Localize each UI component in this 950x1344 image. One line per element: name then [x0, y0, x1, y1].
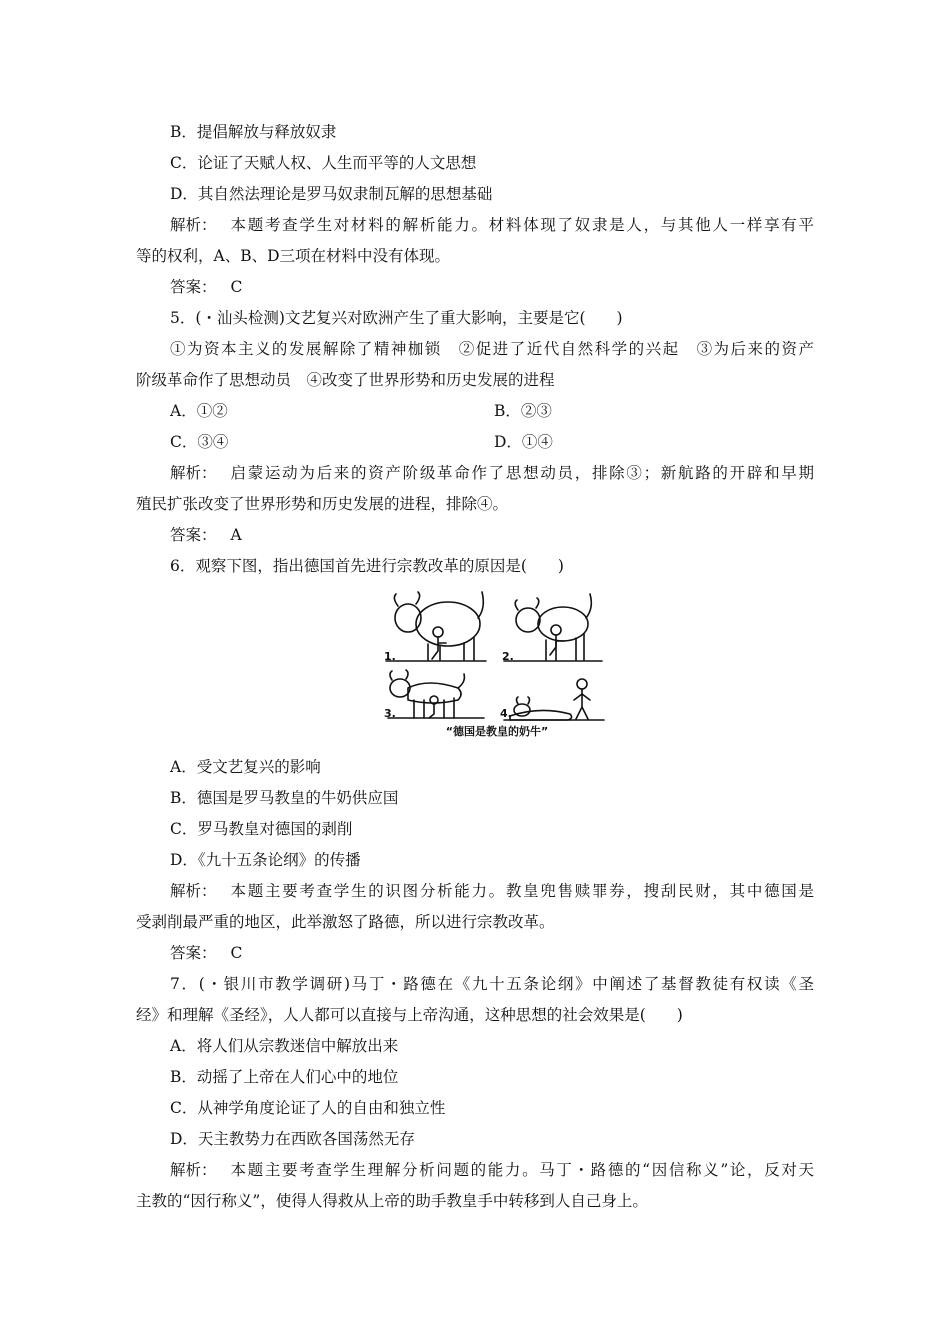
- analysis-text: 本题主要考查学生的识图分析能力。教皇兜售赎罪券，搜刮民财，其中德国是: [230, 882, 814, 900]
- q7-stem-cont: 经》和理解《圣经》，人人都可以直接与上帝沟通，这种思想的社会效果是( ): [136, 1006, 683, 1024]
- analysis-label: 解析：: [170, 882, 217, 900]
- analysis-text: 本题主要考查学生理解分析问题的能力。马丁・路德的“因信称义”论，反对天: [230, 1161, 814, 1179]
- analysis-label: 解析：: [170, 464, 217, 482]
- q6-option-d: D．《九十五条论纲》的传播: [170, 851, 361, 869]
- q6-option-a: A．受文艺复兴的影响: [170, 758, 321, 776]
- q7-option-a: A．将人们从宗教迷信中解放出来: [170, 1037, 399, 1055]
- panel-4-label: 4.: [500, 707, 512, 720]
- q4-option-b: B．提倡解放与释放奴隶: [170, 123, 337, 141]
- answer-value: C: [230, 278, 243, 296]
- q6-answer: [170, 943, 242, 963]
- analysis-text: 启蒙运动为后来的资产阶级革命作了思想动员，排除③；新航路的开辟和早期: [230, 464, 814, 482]
- q4-option-d: D．其自然法理论是罗马奴隶制瓦解的思想基础: [170, 185, 493, 203]
- q5-items: ①为资本主义的发展解除了精神枷锁 ②促进了近代自然科学的兴起 ③为后来的资产: [170, 340, 814, 358]
- q6-analysis: [170, 881, 814, 901]
- q5-option-c: C．③④: [170, 433, 229, 451]
- panel-4-cow-illustration: [504, 679, 604, 720]
- q7-option-c: C．从神学角度论证了人的自由和独立性: [170, 1099, 446, 1117]
- panel-3-cow-illustration: [388, 670, 484, 718]
- answer-value: A: [230, 526, 242, 544]
- q6-analysis-cont: 受剥削最严重的地区，此举激怒了路德，所以进行宗教改革。: [136, 913, 555, 931]
- cartoon-figure: [378, 588, 616, 738]
- q7-analysis: [170, 1160, 814, 1180]
- q5-analysis-cont: 殖民扩张改变了世界形势和历史发展的进程，排除④。: [136, 495, 509, 513]
- q7-option-b: B．动摇了上帝在人们心中的地位: [170, 1068, 399, 1086]
- panel-1-label: 1.: [384, 650, 396, 663]
- q7-stem: 7．(・银川市教学调研)马丁・路德在《九十五条论纲》中阐述了基督教徒有权读《圣: [170, 975, 814, 993]
- answer-label: 答案：: [170, 278, 217, 296]
- q5-analysis: [170, 463, 814, 483]
- q6-option-b: B．德国是罗马教皇的牛奶供应国: [170, 789, 399, 807]
- q5-items-cont: 阶级革命作了思想动员 ④改变了世界形势和历史发展的进程: [136, 371, 555, 389]
- q4-answer: [170, 277, 242, 297]
- analysis-label: 解析：: [170, 216, 217, 234]
- q4-analysis-cont: 等的权利，A、B、D三项在材料中没有体现。: [136, 247, 451, 265]
- answer-value: C: [230, 944, 243, 962]
- q7-analysis-cont: 主教的“因行称义”，使得人得救从上帝的助手教皇手中转移到人自己身上。: [136, 1192, 648, 1210]
- q7-option-d: D．天主教势力在西欧各国荡然无存: [170, 1130, 415, 1148]
- q6-option-c: C．罗马教皇对德国的剥削: [170, 820, 353, 838]
- analysis-label: 解析：: [170, 1161, 217, 1179]
- q4-option-c: C．论证了天赋人权、人生而平等的人文思想: [170, 154, 477, 172]
- answer-label: 答案：: [170, 944, 217, 962]
- panel-2-cow-illustration: [504, 594, 602, 661]
- panel-2-label: 2.: [502, 650, 514, 663]
- q5-stem: 5．(・汕头检测)文艺复兴对欧洲产生了重大影响，主要是它( ): [170, 309, 623, 327]
- q6-stem: 6．观察下图，指出德国首先进行宗教改革的原因是( ): [170, 557, 564, 575]
- analysis-text: 本题考查学生对材料的解析能力。材料体现了奴隶是人，与其他人一样享有平: [230, 216, 814, 234]
- q5-answer: [170, 525, 242, 545]
- answer-label: 答案：: [170, 526, 217, 544]
- panel-3-label: 3.: [384, 707, 396, 720]
- q5-option-a: A．①②: [170, 402, 228, 420]
- q5-option-b: B．②③: [494, 402, 552, 420]
- figure-caption: “德国是教皇的奶牛”: [445, 725, 549, 738]
- panel-1-cow-illustration: [386, 592, 486, 661]
- q4-analysis: [170, 215, 814, 235]
- q5-option-d: D．①④: [494, 433, 553, 451]
